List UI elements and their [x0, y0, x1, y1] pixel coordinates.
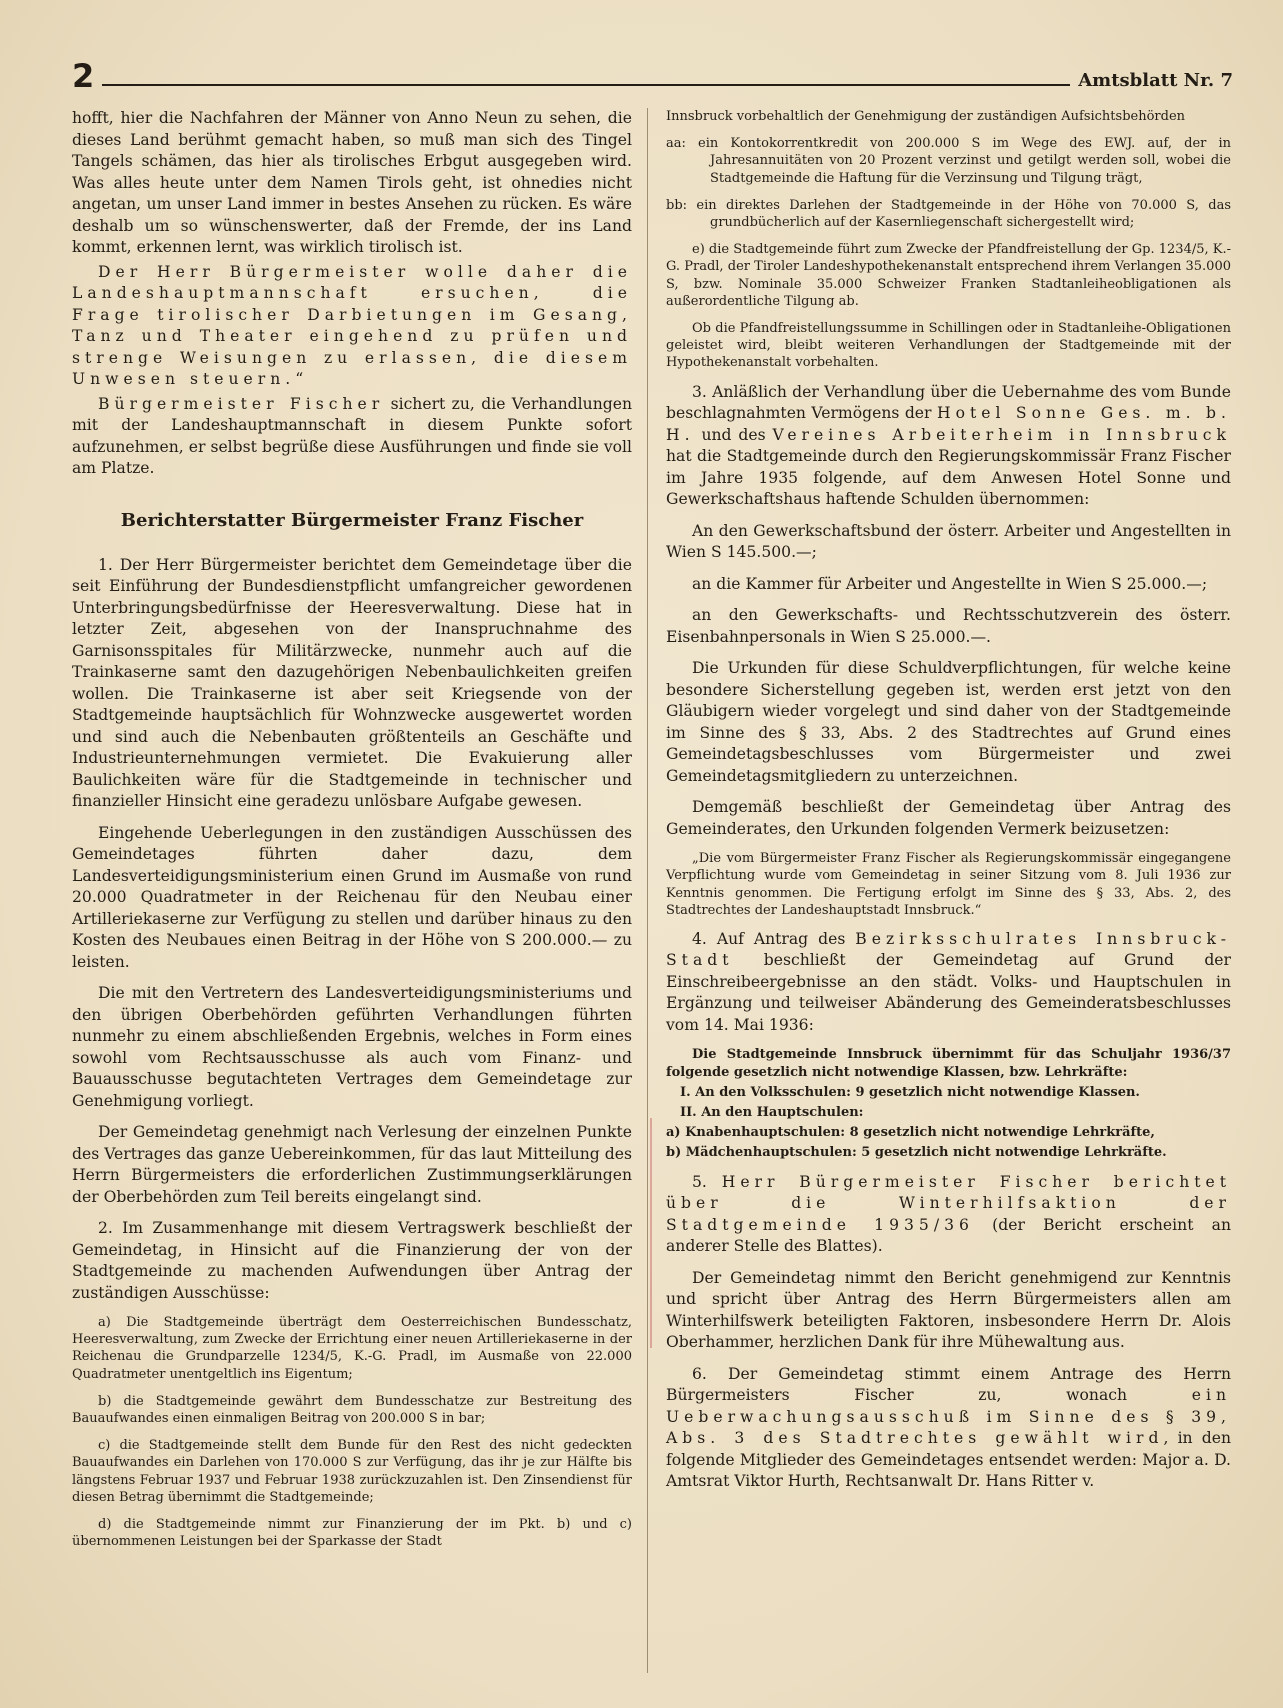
paragraph-text: beschließt der Gemeindetag auf Grund der Einschreibeergebnisse an den städt. Volks- und Hauptschulen in Ergänzung und teilweiser Abänderung des Gemeinderatsbeschlusses vom 14. Mai 1936:: [666, 951, 1231, 1034]
paragraph: Ob die Pfandfreistellungssumme in Schillingen oder in Stadtanleihe-Obligationen geleistet wird, bleibt weiteren Verhandlungen der Stadtgemeinde mit der Hypothekenanstalt vorbehalten.: [666, 321, 1231, 371]
paragraph: An den Gewerkschaftsbund der österr. Arbeiter und Angestellten in Wien S 145.500.—;: [666, 521, 1231, 562]
publication-title: Amtsblatt Nr. 7: [1078, 70, 1233, 91]
paragraph: 2. Im Zusammenhange mit diesem Vertragswerk beschließt der Gemeindetag, in Hinsicht auf die Finanzierung der von der Stadtgemeinde zu machenden Aufwendungen über Antrag der zuständigen Ausschüsse:: [72, 1219, 632, 1302]
resolution-text: Die Stadtgemeinde Innsbruck übernimmt für das Schuljahr 1936/37 folgende gesetzlich nicht notwendige Klassen, bzw. Lehrkräfte:: [666, 1047, 1231, 1080]
paragraph: Innsbruck vorbehaltlich der Genehmigung der zuständigen Aufsichtsbehörden: [666, 109, 1186, 124]
paragraph-text: 3. Anläßlich der Verhandlung über die Uebernahme des vom Bunde beschlagnahmten Vermögens der: [666, 382, 1231, 423]
list-item: b) die Stadtgemeinde gewährt dem Bundesschatze zur Bestreitung des Bauaufwandes einen einmaligen Beitrag von 200.000 S in bar;: [72, 1393, 632, 1427]
paragraph-text: 5.: [692, 1172, 722, 1191]
list-item: aa: ein Kontokorrentkredit von 200.000 S im Wege des EWJ. auf, der in Jahresannuitäten von 20 Prozent verzinst und getilgt werden soll, wobei die Stadtgemeinde die Haftung für die Verzinsung und Tilgung trägt,: [666, 136, 1231, 186]
resolution-item: a) Knabenhauptschulen: 8 gesetzlich nicht notwendige Lehrkräfte,: [666, 1125, 1155, 1141]
margin-mark: [650, 1118, 652, 1348]
paragraph-text: (der Bericht erscheint an anderer Stelle des Blattes).: [666, 1215, 1232, 1256]
paragraph: hofft, hier die Nachfahren der Männer von Anno Neun zu sehen, die dieses Land berühmt gemacht haben, so muß man sich des Tingel Tangels schämen, das hier als tirolisches Erbgut ausgegeben wird. Was alles heute unter dem Namen Tirols geht, ist ohnedies nicht angetan, um unser Land immer in bestes Ansehen zu rücken. Es wäre deshalb um so wünschenswerter, daß der Fremde, der ins Land kommt, erkennen lernt, was wirklich tirolisch ist.: [72, 109, 632, 256]
spaced-name: Bürgermeister Fischer: [98, 394, 385, 413]
list-item: d) die Stadtgemeinde nimmt zur Finanzierung der im Pkt. b) und c) übernommenen Leistungen bei der Sparkasse der Stadt: [72, 1517, 632, 1550]
paragraph-text: hat die Stadtgemeinde durch den Regierungskommissär Franz Fischer im Jahre 1935 folgende, auf dem Anwesen Hotel Sonne und Gewerkschaftshaus haftende Schulden übernommen:: [666, 447, 1231, 509]
spaced-name: Hotel Sonne Ges. m. b. H.: [666, 404, 1231, 444]
resolution-item: II. An den Hauptschulen:: [680, 1105, 864, 1121]
paragraph-text: sichert zu, die Verhandlungen mit der Landeshauptmannschaft in diesem Punkte sofort aufzunehmen, er selbst begrüße diese Ausführungen und finde sie voll am Platze.: [72, 394, 632, 477]
list-item: c) die Stadtgemeinde stellt dem Bunde für den Rest des nicht gedeckten Bauaufwandes ein Darlehen von 170.000 S zur Verfügung, das ihr je zur Hälfte bis längstens Februar 1937 und Februar 1938 zurückzuzahlen ist. Den Zinsendienst für diesen Betrag übernimmt die Stadtgemeinde;: [72, 1438, 632, 1505]
resolution-item: b) Mädchenhauptschulen: 5 gesetzlich nicht notwendige Lehrkräfte.: [666, 1145, 1167, 1161]
spaced-name: ein Ueberwachungsausschuß im Sinne des § 39, Abs. 3 des Stadtrechtes gewählt wird: [666, 1386, 1231, 1448]
quoted-note: „Die vom Bürgermeister Franz Fischer als Regierungskommissär eingegangene Verpflichtung wurde vom Gemeindetag in seiner Sitzung vom 8. Juli 1936 zur Kenntnis genommen. Die Fertigung erfolgt im Sinne des § 33, Abs. 2, des Stadtrechtes der Landeshauptstadt Innsbruck.“: [666, 851, 1231, 918]
paragraph-text: 4. Auf Antrag des: [692, 929, 856, 948]
paragraph-text: und des: [694, 425, 773, 444]
spaced-name: Bezirksschulrates Innsbruck-Stadt: [666, 929, 1231, 970]
paragraph: [666, 929, 1231, 1037]
paragraph: Der Gemeindetag genehmigt nach Verlesung der einzelnen Punkte des Vertrages das ganze Uebereinkommen, für das laut Mitteilung des Herrn Bürgermeisters die erforderlichen Zustimmungserklärungen der Oberbehörden zum Teil bereits eingelangt sind.: [72, 1123, 632, 1206]
list-item: bb: ein direktes Darlehen der Stadtgemeinde in der Höhe von 70.000 S, das grundbücherlich auf der Kasernliegenschaft sichergestellt wird;: [666, 197, 1231, 231]
paragraph: an die Kammer für Arbeiter und Angestellte in Wien S 25.000.—;: [692, 574, 1208, 593]
page-header: [72, 52, 1233, 95]
paragraph: Eingehende Ueberlegungen in den zuständigen Ausschüssen des Gemeindetages führten daher dazu, dem Landesverteidigungsministerium einen Grund im Ausmaße von rund 20.000 Quadratmeter in der Reichenau für den Neubau einer Artilleriekaserne zur Verfügung zu stellen und darüber hinaus zu den Kosten des Neubaues einen Beitrag in der Höhe von S 200.000.— zu leisten.: [72, 823, 632, 971]
spaced-name: Herr Bürgermeister Fischer berichtet über die Winterhilfsaktion der Stadtgemeinde 1935/36: [666, 1172, 1231, 1234]
paragraph: Die mit den Vertretern des Landesverteidigungsministeriums und den übrigen Oberbehörden geführten Verhandlungen führten nunmehr zu einem abschließenden Ergebnis, welches in Form eines sowohl vom Rechtsausschusse als auch vom Finanz- und Bauausschusse begutachteten Vertrages dem Gemeindetage zur Genehmigung vorliegt.: [72, 984, 632, 1110]
page-number: 2: [72, 57, 95, 95]
paragraph: [72, 394, 632, 480]
paragraph: an den Gewerkschafts- und Rechtsschutzverein des österr. Eisenbahnpersonals in Wien S 25.000.—.: [666, 606, 1231, 646]
left-column: [72, 108, 632, 1553]
section-heading: Berichterstatter Bürgermeister Franz Fischer: [120, 509, 584, 531]
header-rule: [102, 84, 1070, 86]
list-item: e) die Stadtgemeinde führt zum Zwecke der Pfandfreistellung der Gp. 1234/5, K.-G. Pradl, der Tiroler Landeshypothekenanstalt entsprechend ihrem Verlangen 35.000 S, bzw. Nominale 35.000 Schweizer Franken Stadtanleiheobligationen als außerordentliche Tilgung ab.: [666, 242, 1231, 309]
paragraph: Die Urkunden für diese Schuldverpflichtungen, für welche keine besondere Sicherstellung gegeben ist, werden erst jetzt von den Gläubigern wieder vorgelegt und sind daher von der Stadtgemeinde im Sinne des § 33, Abs. 2 des Stadtrechtes auf Grund eines Gemeindetagsbeschlusses vom Bürgermeister und zwei Gemeindetagsmitgliedern zu unterzeichnen.: [666, 659, 1231, 785]
resolution-item: I. An den Volksschulen: 9 gesetzlich nicht notwendige Klassen.: [680, 1084, 1140, 1100]
paragraph: 1. Der Herr Bürgermeister berichtet dem Gemeindetage über die seit Einführung der Bundesdienstpflicht umfangreicher gewordenen Unterbringungsbedürfnisse der Heeresverwaltung. Diese hat in letzter Zeit, abgesehen von der Inanspruchnahme des Garnisonsspitales für Militärzwecke, nunmehr auch auf die Trainkaserne samt den dazugehörigen Nebenbaulichkeiten greifen wollen. Die Trainkaserne ist aber seit Kriegsende von der Stadtgemeinde hauptsächlich für Wohnzwecke ausgewertet worden und sind auch die Nebenbauten größtenteils an Geschäfte und Industrieunternehmungen vermietet. Die Evakuierung aller Baulichkeiten wäre für die Stadtgemeinde in technischer und finanzieller Hinsicht eine geradezu unlösbare Aufgabe gewesen.: [72, 555, 632, 810]
paragraph: [666, 382, 1231, 511]
list-item: a) Die Stadtgemeinde überträgt dem Oesterreichischen Bundesschatz, Heeresverwaltung, zum Zwecke der Errichtung einer neuen Artilleriekaserne in der Reichenau die Grundparzelle 1234/5, K.-G. Pradl, im Ausmaße von 22.000 Quadratmeter unentgeltlich ins Eigentum;: [72, 1315, 632, 1382]
paragraph-emphasized: Der Herr Bürgermeister wolle daher die Landeshauptmannschaft ersuchen, die Frage tirolischer Darbietungen im Gesang, Tanz und Theater eingehend zu prüfen und strenge Weisungen zu erlassen, die diesem Unwesen steuern.“: [72, 262, 632, 388]
column-divider: [647, 108, 648, 1673]
paragraph: Demgemäß beschließt der Gemeindetag über Antrag des Gemeinderates, den Urkunden folgenden Vermerk beizusetzen:: [666, 798, 1231, 838]
paragraph: [666, 1172, 1231, 1258]
paragraph: Der Gemeindetag nimmt den Bericht genehmigend zur Kenntnis und spricht über Antrag des Herrn Bürgermeisters allen am Winterhilfswerk beteiligten Faktoren, insbesondere Herrn Dr. Alois Oberhammer, herzlichen Dank für ihre Mühewaltung aus.: [666, 1268, 1231, 1352]
spaced-name: Vereines Arbeiterheim in Innsbruck: [772, 425, 1231, 444]
paragraph-text: , in den folgende Mitglieder des Gemeindetages entsendet werden: Major a. D. Amtsrat Viktor Hurth, Rechtsanwalt Dr. Hans Ritter v.: [666, 1429, 1232, 1491]
right-column: [666, 108, 1231, 1496]
paragraph-text: 6. Der Gemeindetag stimmt einem Antrage des Herrn Bürgermeisters Fischer zu, wonach: [666, 1364, 1231, 1405]
paragraph: [666, 1364, 1231, 1493]
